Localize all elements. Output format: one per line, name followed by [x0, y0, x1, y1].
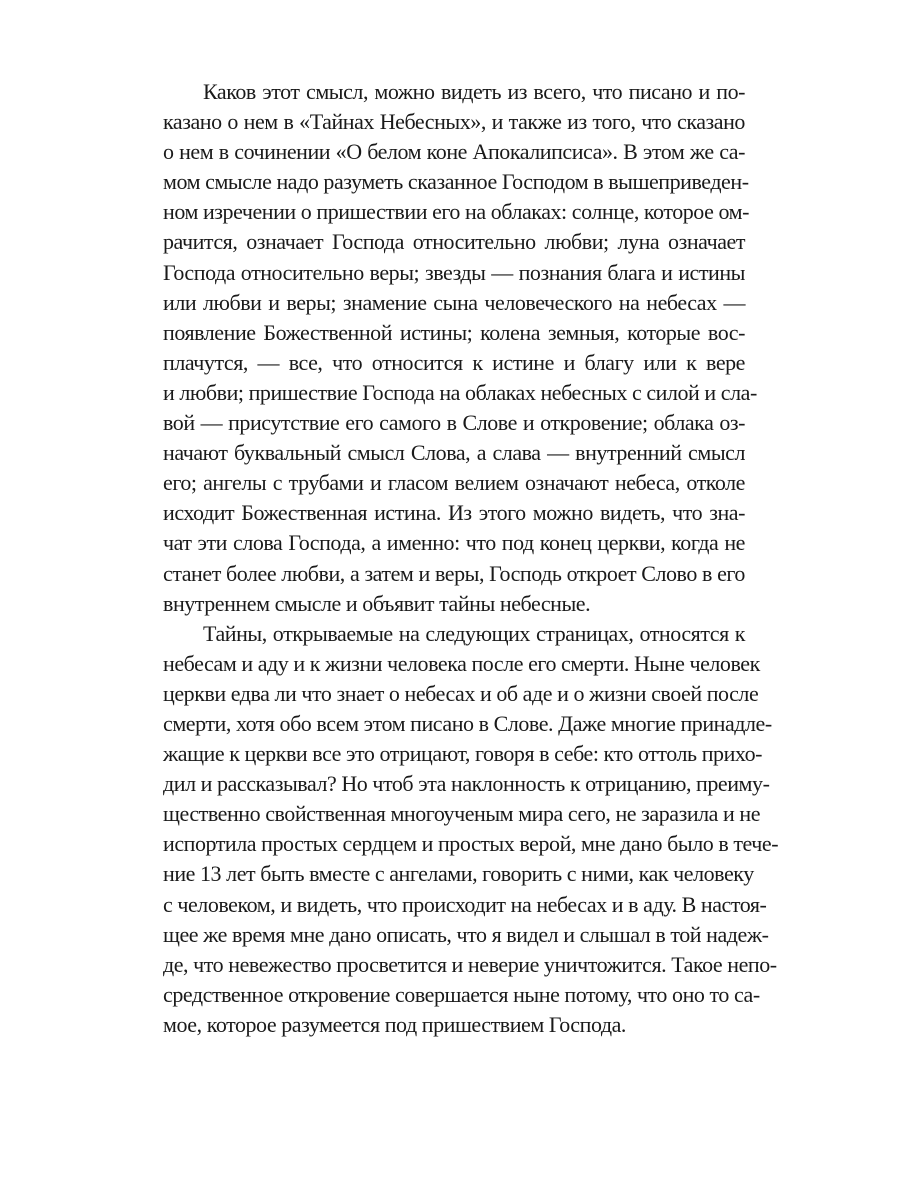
text-line: Господа относительно веры; звезды — познания блага и истины [163, 259, 745, 285]
text-line: Каков этот смысл, можно видеть из всего, что писано и по- [203, 79, 745, 104]
text-line: средственное откровение совершается ныне потому, что оно то са- [163, 981, 760, 1007]
text-line: рачится, означает Господа относительно любви; луна означает [163, 229, 745, 255]
text-line: мом смысле надо разуметь сказанное Господом в вышеприведен- [163, 169, 749, 195]
text-line: смерти, хотя обо всем этом писано в Слове. Даже многие принадле- [163, 710, 772, 736]
text-line: ние 13 лет быть вместе с ангелами, говорить с ними, как человеку [163, 861, 754, 887]
text-line: мое, которое разумеется под пришествием Господа. [163, 1011, 626, 1037]
text-line: станет более любви, а затем и веры, Господь откроет Слово в его [163, 560, 745, 586]
text-line: казано о нем в «Тайнах Небесных», и также из того, что сказано [163, 109, 745, 135]
text-line: чат эти слова Господа, а именно: что под конец церкви, когда не [163, 530, 745, 556]
text-line: испортила простых сердцем и простых верой, мне дано было в тече- [163, 831, 779, 857]
text-line: внутреннем смысле и объявит тайны небесные. [163, 590, 591, 616]
body-text [163, 77, 779, 1040]
text-line: вой — присутствие его самого в Слове и откровение; облака оз- [163, 410, 745, 436]
text-line: или любви и веры; знамение сына человеческого на небесах — [163, 289, 745, 315]
text-line: с человеком, и видеть, что происходит на небесах и в аду. В настоя- [163, 891, 767, 917]
text-line: жащие к церкви все это отрицают, говоря в себе: кто оттоль прихо- [163, 741, 763, 767]
text-line: ном изречении о пришествии его на облаках: солнце, которое ом- [163, 199, 749, 225]
text-line: исходит Божественная истина. Из этого можно видеть, что зна- [163, 500, 745, 526]
text-line: де, что невежество просветится и неверие уничтожится. Такое непо- [163, 951, 777, 977]
text-line: церкви едва ли что знает о небесах и об аде и о жизни своей после [163, 680, 759, 706]
text-line: начают буквальный смысл Слова, а слава — внутренний смысл [163, 440, 745, 466]
text-line: небесам и аду и к жизни человека после его смерти. Ныне человек [163, 650, 760, 676]
text-line: Тайны, открываемые на следующих страницах, относятся к [203, 620, 745, 646]
text-line: дил и рассказывал? Но чтоб эта наклонность к отрицанию, преиму- [163, 771, 770, 797]
text-line: плачутся, — все, что относится к истине и благу или к вере [163, 349, 745, 375]
text-line: щее же время мне дано описать, что я видел и слышал в той надеж- [163, 921, 769, 947]
text-line: щественно свойственная многоученым мира сего, не заразила и не [163, 801, 761, 827]
text-line: появление Божественной истины; колена земныя, которые вос- [163, 319, 745, 345]
text-line: о нем в сочинении «О белом коне Апокалипсиса». В этом же са- [163, 139, 745, 165]
text-line: его; ангелы с трубами и гласом велием означают небеса, отколе [163, 470, 745, 496]
text-line: и любви; пришествие Господа на облаках небесных с силой и сла- [163, 379, 757, 405]
